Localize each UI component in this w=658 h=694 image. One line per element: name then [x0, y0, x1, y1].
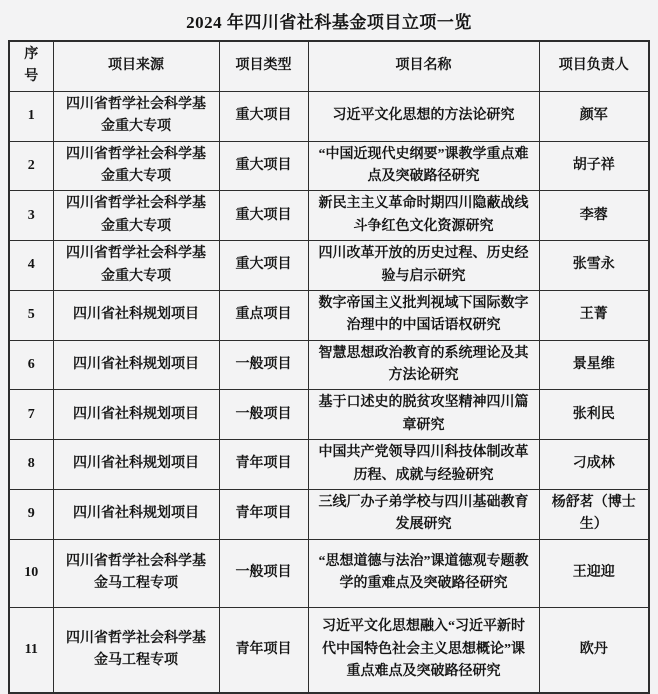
table-row [9, 340, 649, 390]
cell-source: 四川省哲学社会科学基金马工程专项 [53, 539, 219, 607]
cell-no: 4 [9, 241, 53, 291]
cell-source: 四川省社科规划项目 [53, 490, 219, 540]
cell-no: 3 [9, 191, 53, 241]
header-name: 项目名称 [308, 41, 539, 91]
cell-source: 四川省哲学社会科学基金重大专项 [53, 141, 219, 191]
header-source: 项目来源 [53, 41, 219, 91]
cell-type: 重大项目 [219, 191, 308, 241]
cell-project-name: “中国近现代史纲要”课教学重点难点及突破路径研究 [308, 141, 539, 191]
cell-source: 四川省哲学社会科学基金马工程专项 [53, 607, 219, 693]
cell-project-name: 习近平文化思想融入“习近平新时代中国特色社会主义思想概论”课重点难点及突破路径研究 [308, 607, 539, 693]
cell-leader: 胡子祥 [539, 141, 649, 191]
cell-leader: 景星维 [539, 340, 649, 390]
cell-project-name: 中国共产党领导四川科技体制改革历程、成就与经验研究 [308, 440, 539, 490]
cell-source: 四川省哲学社会科学基金重大专项 [53, 241, 219, 291]
projects-table [8, 40, 650, 694]
cell-leader: 王菁 [539, 290, 649, 340]
cell-leader: 王迎迎 [539, 539, 649, 607]
cell-source: 四川省哲学社会科学基金重大专项 [53, 191, 219, 241]
cell-leader: 杨舒茗（博士生） [539, 490, 649, 540]
cell-no: 8 [9, 440, 53, 490]
cell-type: 一般项目 [219, 539, 308, 607]
table-row [9, 91, 649, 141]
table-row [9, 607, 649, 693]
cell-leader: 李蓉 [539, 191, 649, 241]
table-row [9, 539, 649, 607]
table-row [9, 290, 649, 340]
cell-leader: 张雪永 [539, 241, 649, 291]
cell-project-name: 三线厂办子弟学校与四川基础教育发展研究 [308, 490, 539, 540]
table-row [9, 241, 649, 291]
page-title: 2024 年四川省社科基金项目立项一览 [186, 13, 472, 32]
table-header-row [9, 41, 649, 91]
cell-no: 5 [9, 290, 53, 340]
cell-type: 青年项目 [219, 607, 308, 693]
cell-leader: 张利民 [539, 390, 649, 440]
cell-project-name: “思想道德与法治”课道德观专题教学的重难点及突破路径研究 [308, 539, 539, 607]
cell-project-name: 习近平文化思想的方法论研究 [308, 91, 539, 141]
cell-type: 重大项目 [219, 91, 308, 141]
table-row [9, 440, 649, 490]
cell-source: 四川省社科规划项目 [53, 390, 219, 440]
table-row [9, 191, 649, 241]
cell-project-name: 四川改革开放的历史过程、历史经验与启示研究 [308, 241, 539, 291]
cell-project-name: 基于口述史的脱贫攻坚精神四川篇章研究 [308, 390, 539, 440]
cell-no: 6 [9, 340, 53, 390]
cell-source: 四川省社科规划项目 [53, 340, 219, 390]
cell-leader: 刁成林 [539, 440, 649, 490]
cell-project-name: 智慧思想政治教育的系统理论及其方法论研究 [308, 340, 539, 390]
table-row [9, 141, 649, 191]
cell-source: 四川省社科规划项目 [53, 440, 219, 490]
cell-source: 四川省社科规划项目 [53, 290, 219, 340]
cell-no: 1 [9, 91, 53, 141]
table-row [9, 390, 649, 440]
cell-type: 青年项目 [219, 490, 308, 540]
cell-no: 10 [9, 539, 53, 607]
cell-no: 2 [9, 141, 53, 191]
cell-leader: 欧丹 [539, 607, 649, 693]
cell-type: 重点项目 [219, 290, 308, 340]
cell-type: 重大项目 [219, 141, 308, 191]
header-type: 项目类型 [219, 41, 308, 91]
cell-project-name: 数字帝国主义批判视域下国际数字治理中的中国话语权研究 [308, 290, 539, 340]
cell-type: 青年项目 [219, 440, 308, 490]
cell-type: 一般项目 [219, 390, 308, 440]
cell-project-name: 新民主主义革命时期四川隐蔽战线斗争红色文化资源研究 [308, 191, 539, 241]
cell-leader: 颜军 [539, 91, 649, 141]
cell-no: 9 [9, 490, 53, 540]
table-row [9, 490, 649, 540]
cell-type: 重大项目 [219, 241, 308, 291]
cell-source: 四川省哲学社会科学基金重大专项 [53, 91, 219, 141]
cell-type: 一般项目 [219, 340, 308, 390]
cell-no: 11 [9, 607, 53, 693]
header-leader: 项目负责人 [539, 41, 649, 91]
cell-no: 7 [9, 390, 53, 440]
header-no: 序号 [9, 41, 53, 91]
